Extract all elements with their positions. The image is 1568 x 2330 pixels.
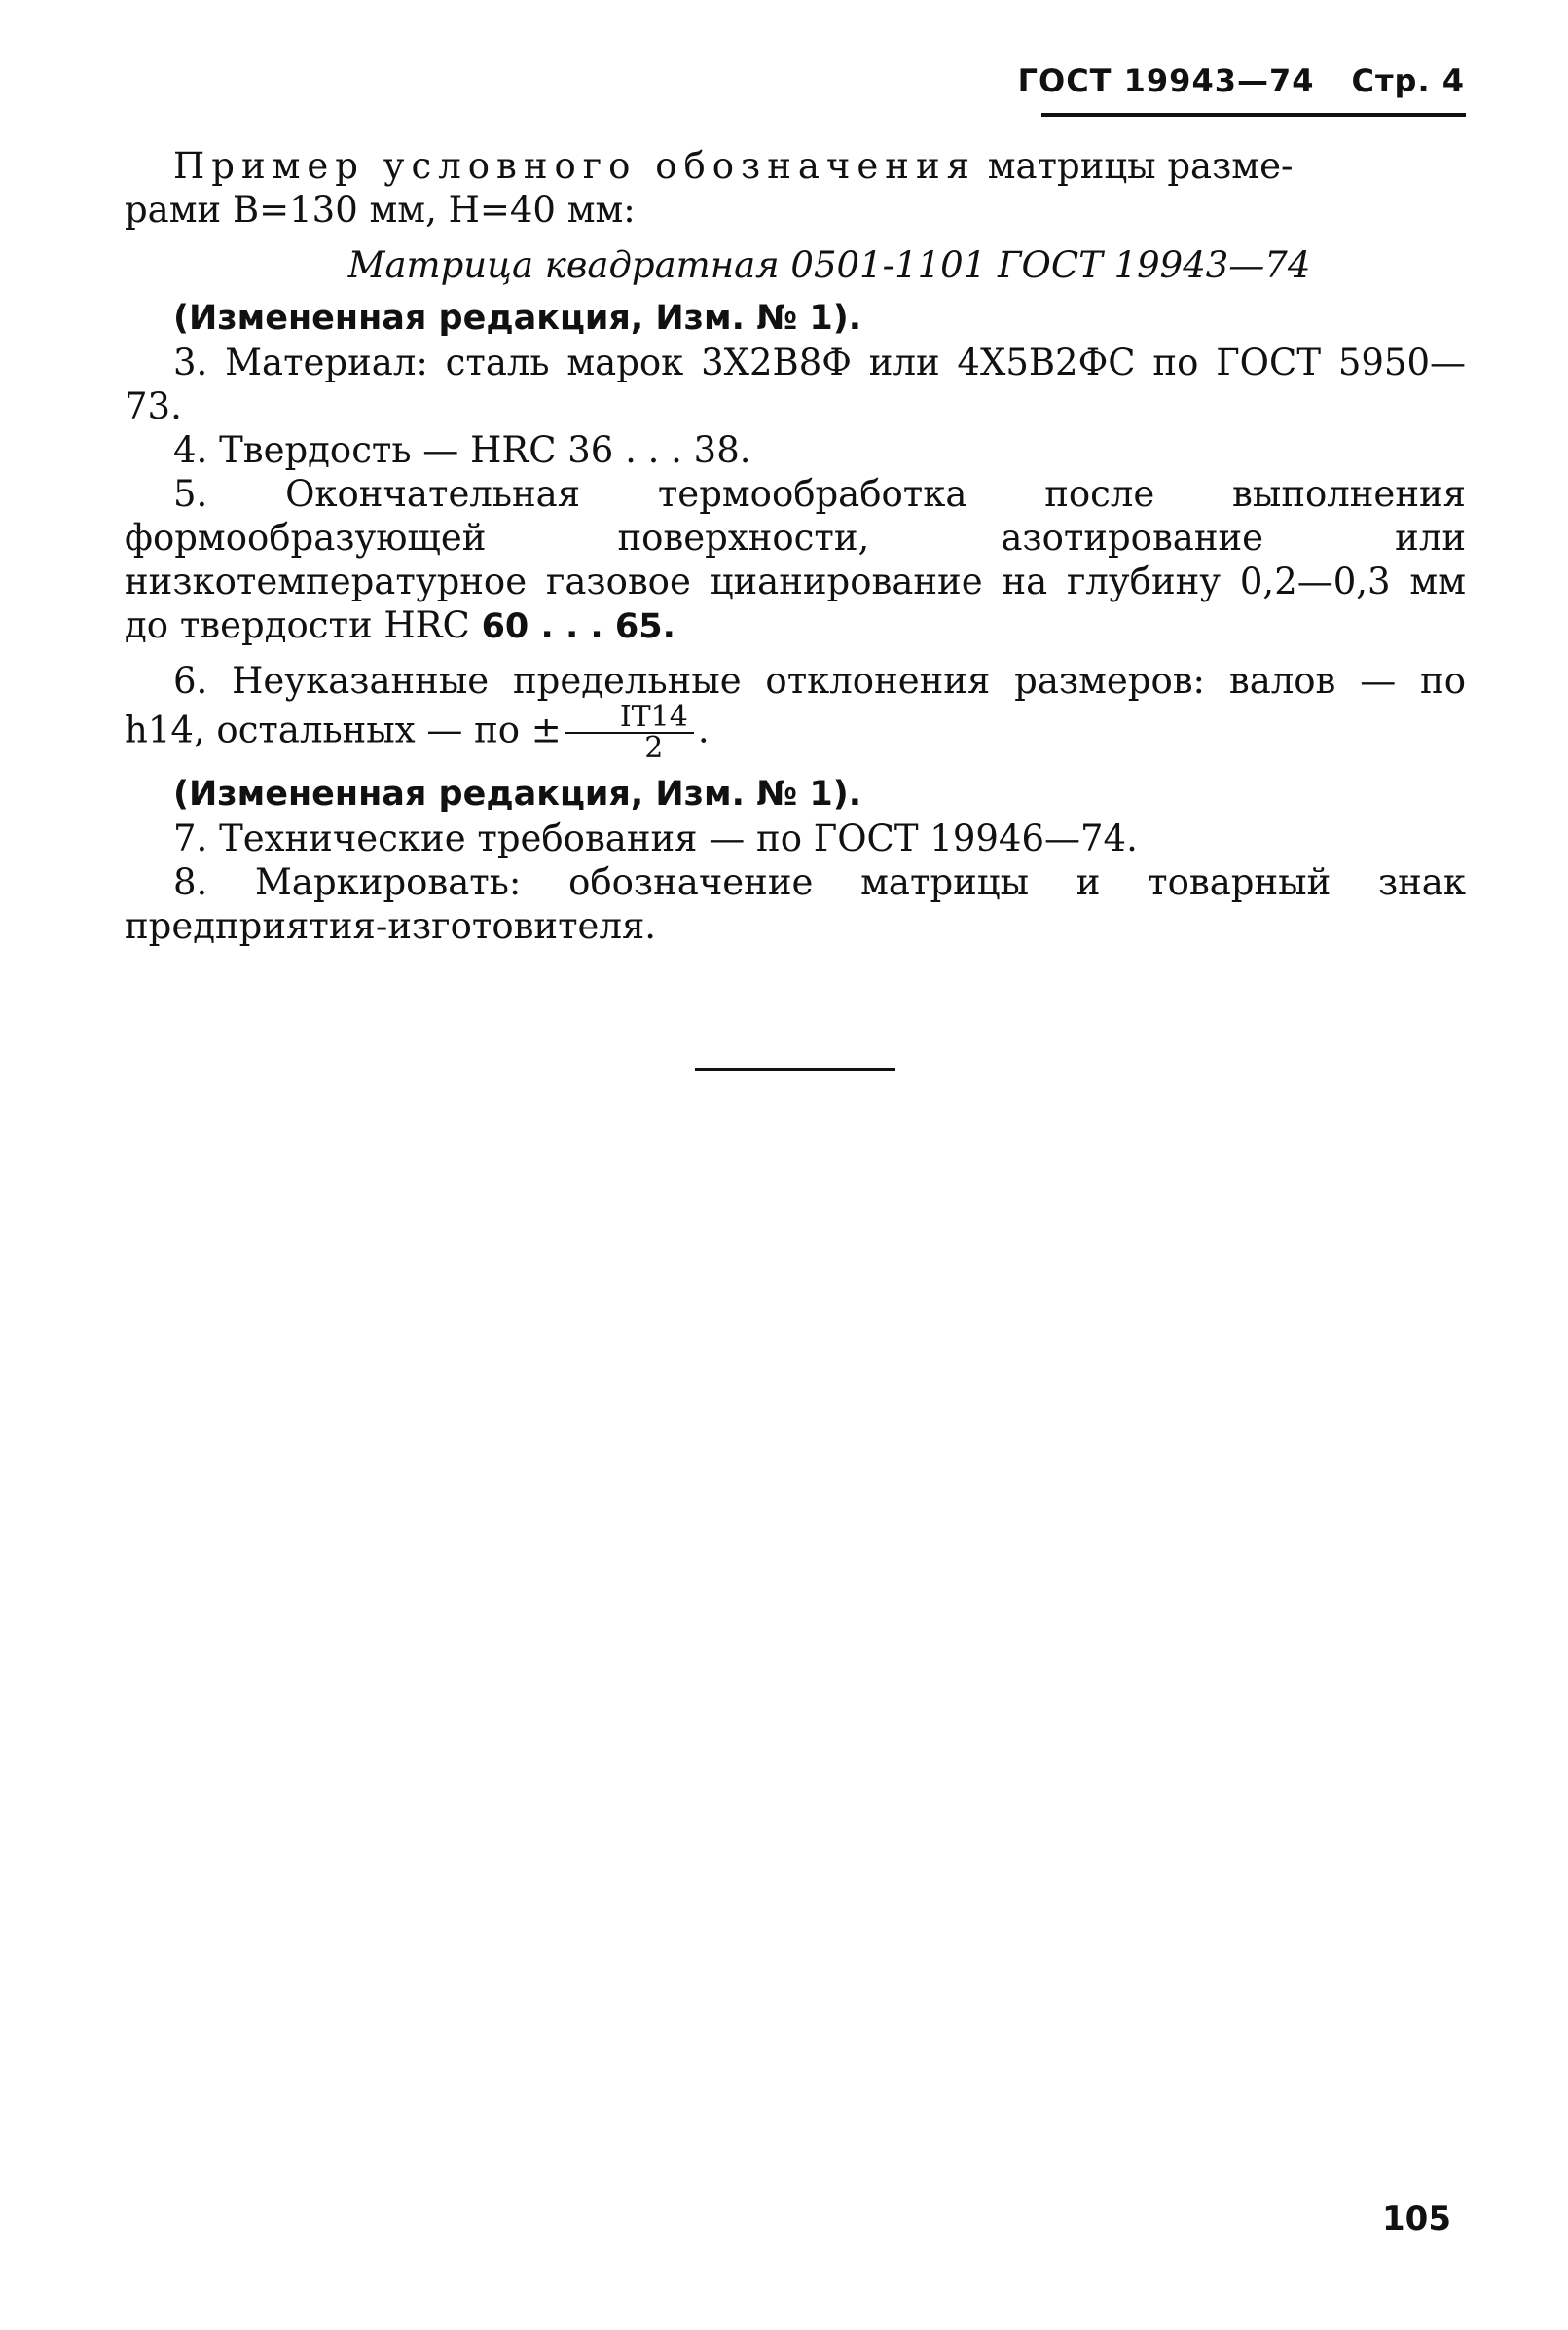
- page-number: 105: [1382, 2200, 1451, 2239]
- example-text-line-1: матрицы разме-: [975, 145, 1294, 187]
- item-7-requirements: 7. Технические требования — по ГОСТ 19946—74.: [173, 818, 1138, 859]
- item-4-hardness: 4. Твердость — HRC 36 . . . 38.: [173, 429, 751, 471]
- item-6-end: .: [697, 709, 710, 751]
- designation-example: Матрица квадратная 0501-1101 ГОСТ 19943—74: [347, 244, 1311, 286]
- standard-number: ГОСТ 19943—74: [1017, 62, 1315, 99]
- amendment-note-2: (Измененная редакция, Изм. № 1).: [173, 775, 862, 814]
- item-6-tolerances: [125, 659, 1466, 763]
- example-text-line-2: рами B=130 мм, H=40 мм:: [125, 189, 636, 231]
- tolerance-fraction: [565, 700, 694, 765]
- item-6-text: 6. Неуказанные предельные отклонения размеров: валов — по h14, остальных — по ±: [125, 660, 1466, 751]
- item-5-text: 5. Окончательная термообработка после выполнения формообразующей поверхности, азотирование или низкотемпературное газовое цианирование на глубину 0,2—0,3 мм до твердости HRC: [125, 473, 1466, 646]
- amendment-note-1: (Измененная редакция, Изм. № 1).: [173, 299, 862, 338]
- running-header: [1018, 62, 1465, 99]
- item-3-material: 3. Материал: сталь марок 3Х2В8Ф или 4Х5В2ФС по ГОСТ 5950—73.: [125, 342, 1466, 427]
- item-5-heat-treatment: [125, 472, 1466, 649]
- example-spaced-text: Пример условного обозначения: [173, 145, 976, 187]
- item-5-value: 60 . . . 65.: [481, 607, 675, 646]
- fraction-denominator: 2: [644, 731, 664, 765]
- end-divider: [695, 1068, 895, 1071]
- fraction-numerator: IT14: [565, 703, 694, 734]
- header-rule: [1041, 113, 1466, 117]
- page-reference: Стр. 4: [1351, 62, 1465, 99]
- document-body: [125, 144, 1466, 948]
- example-paragraph: [125, 144, 1466, 232]
- item-8-marking: 8. Маркировать: обозначение матрицы и товарный знак предприятия-изготовителя.: [125, 861, 1466, 947]
